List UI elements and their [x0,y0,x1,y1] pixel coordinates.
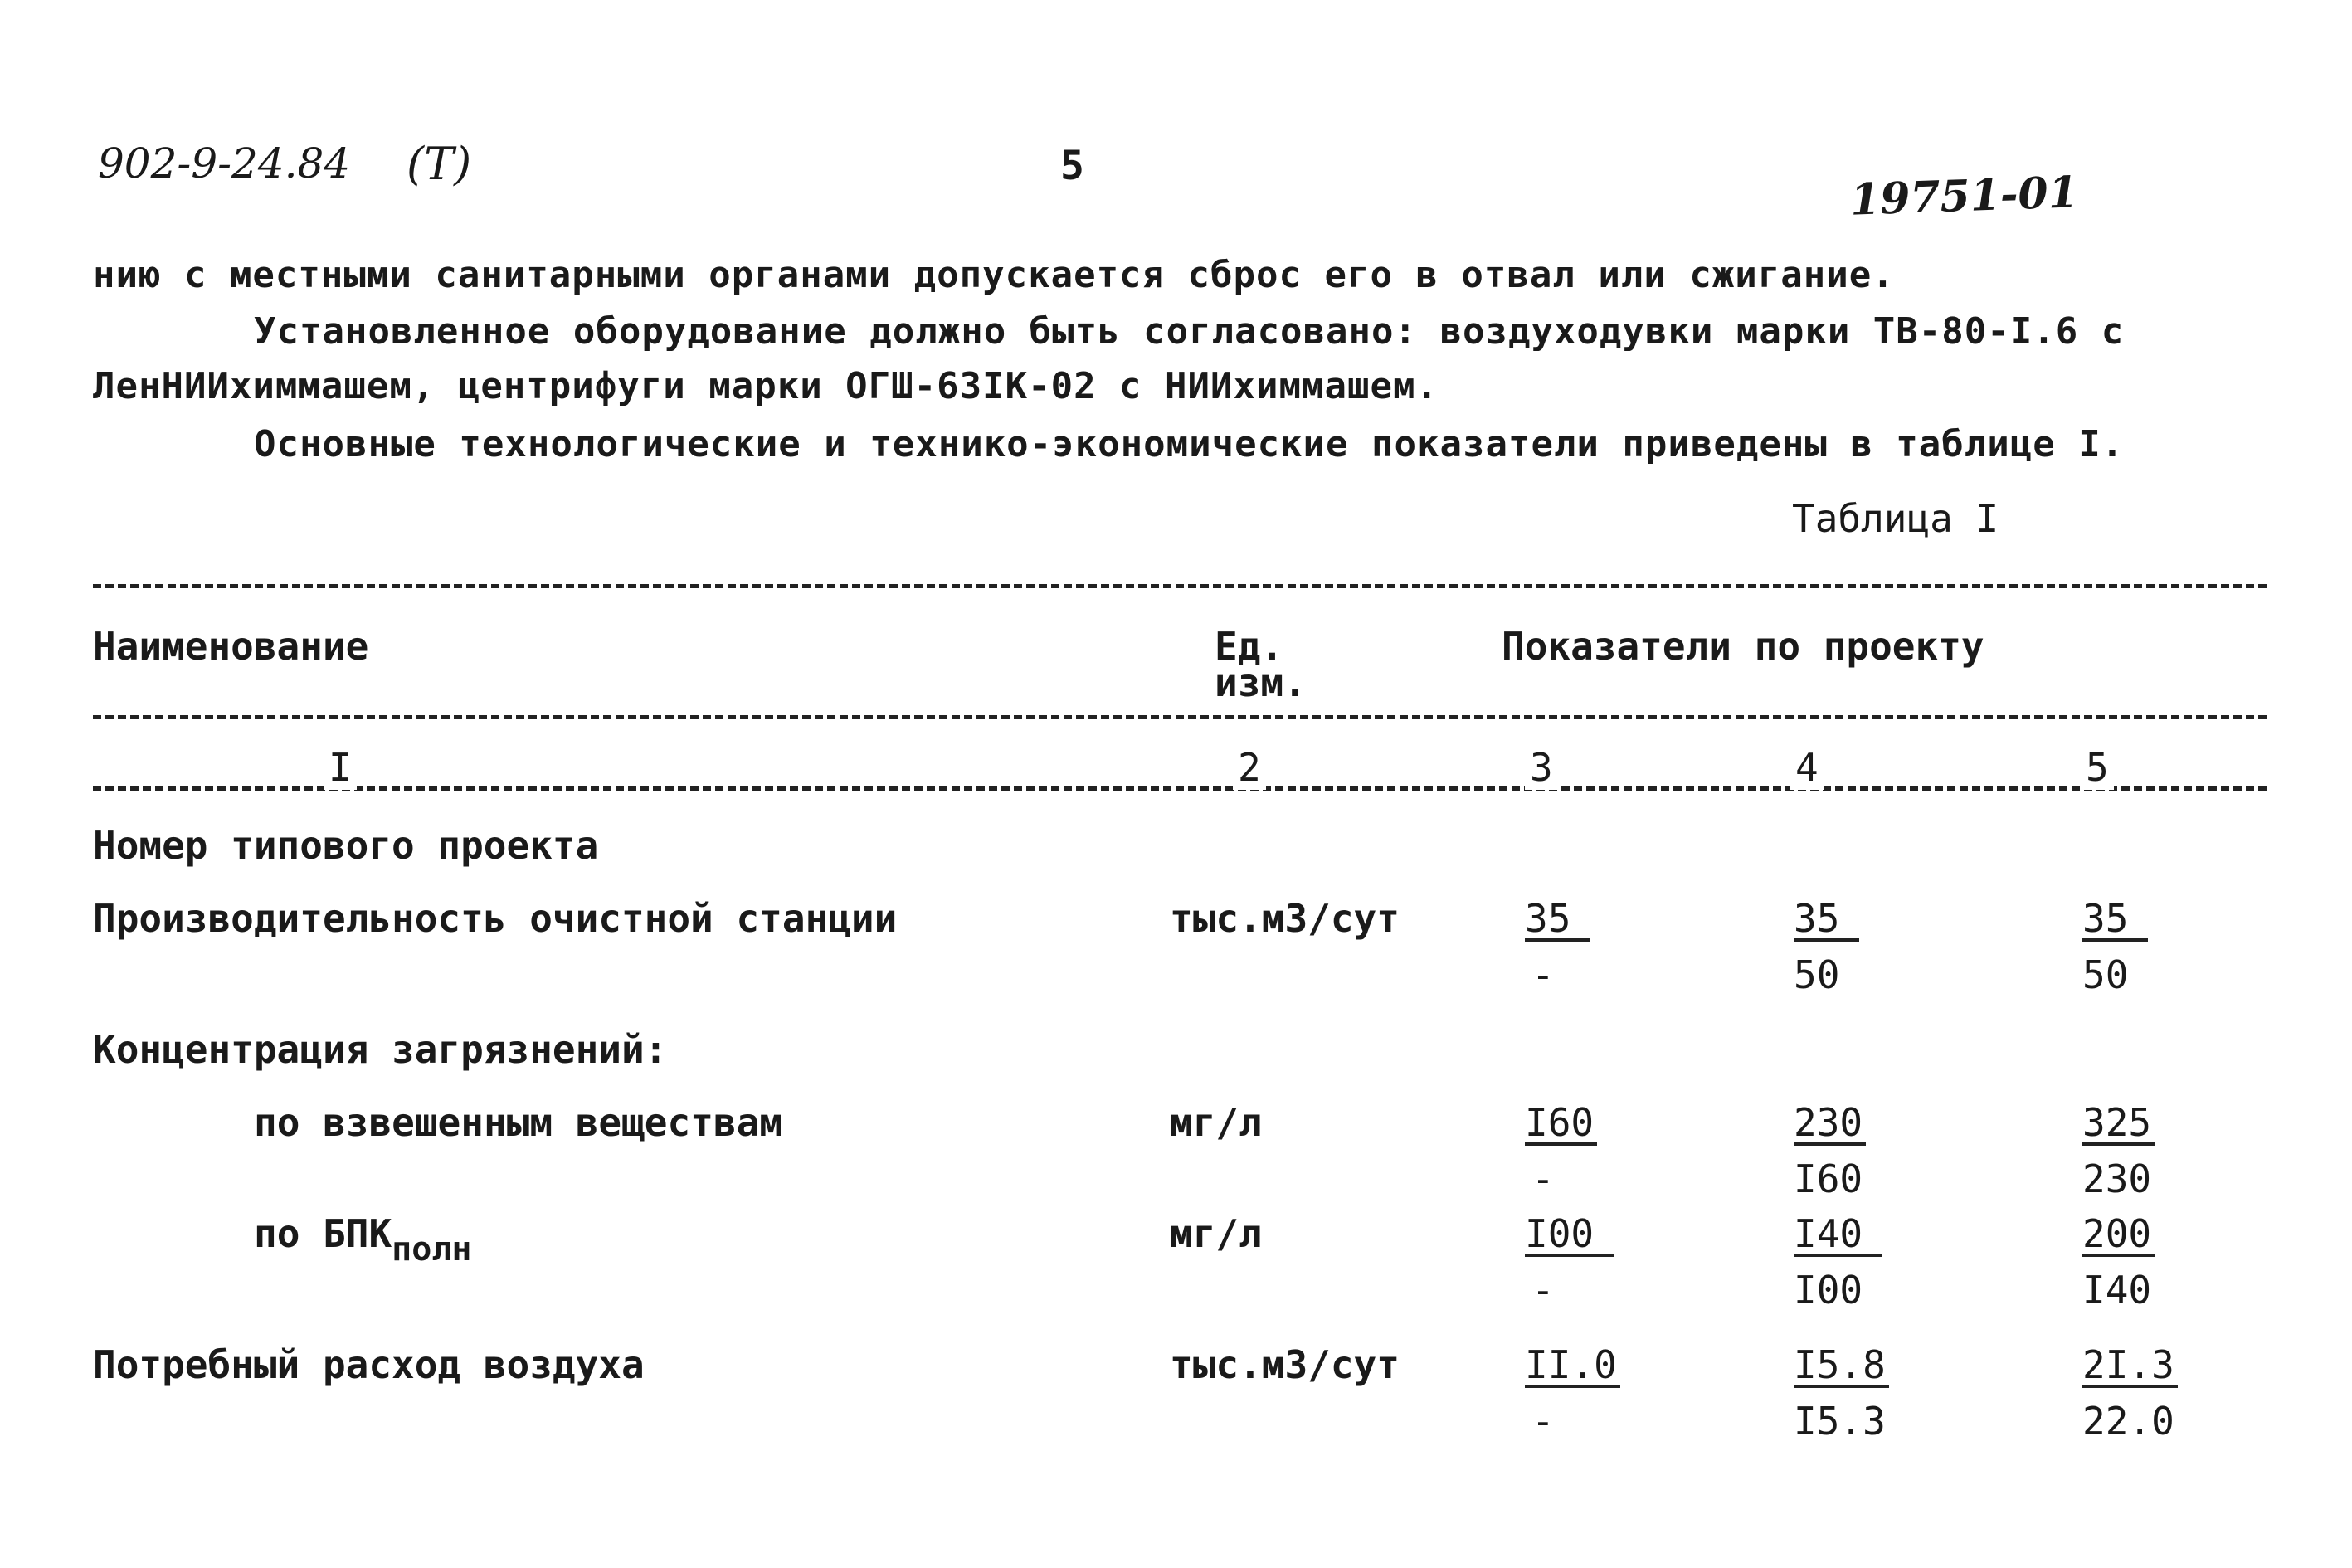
bod-col4-bottom: I00 [1794,1268,1863,1312]
row-unit-suspended: мг/л [1170,1100,1262,1145]
page-number: 5 [1060,143,1084,189]
row-unit-air: тыс.м3/сут [1170,1342,1400,1387]
suspended-col3-top: I60 [1525,1103,1597,1146]
air-col4-top: I5.8 [1794,1345,1889,1388]
suspended-col3-bottom: - [1531,1157,1555,1201]
header-unit-line1: Ед. [1215,624,1284,669]
column-number-1: I [324,745,357,790]
row-label-capacity: Производительность очистной станции [93,896,898,941]
capacity-col5-bottom: 50 [2082,952,2129,997]
inventory-number: 19751-01 [1849,167,2079,226]
suspended-col5-top: 325 [2082,1103,2155,1146]
document-code-suffix: (T) [407,138,472,190]
air-col5-bottom: 22.0 [2082,1399,2174,1444]
bod-col3-top: I00 [1525,1214,1614,1257]
row-label-air: Потребный расход воздуха [93,1342,645,1387]
table-rule-top [93,584,2267,588]
air-col3-bottom: - [1531,1399,1555,1444]
table-caption: Таблица I [1792,496,1999,541]
header-unit-line2: изм. [1215,660,1307,705]
bod-col4-top: I40 [1794,1214,1882,1257]
row-label-concentration: Концентрация загрязнений: [93,1027,668,1072]
row-label-bod: по БПКполн [254,1211,472,1269]
suspended-col4-top: 230 [1794,1103,1866,1146]
bod-col3-bottom: - [1531,1268,1555,1312]
column-number-5: 5 [2081,745,2114,790]
table-rule-header [93,715,2267,719]
capacity-col4-bottom: 50 [1794,952,1840,997]
paragraph-line-4: Основные технологические и технико-экономические показатели приведены в таблице I. [254,423,2125,465]
document-code: 902-9-24.84 [98,139,351,187]
air-col3-top: II.0 [1525,1345,1620,1388]
suspended-col4-bottom: I60 [1794,1157,1863,1201]
bod-col5-bottom: I40 [2082,1268,2152,1312]
capacity-col4-top: 35 [1794,898,1859,942]
paragraph-line-1: нию с местными санитарными органами допускается сброс его в отвал или сжигание. [93,254,1895,296]
paragraph-line-2: Установленное оборудование должно быть согласовано: воздуходувки марки ТВ-80-I.6 с [254,310,2125,353]
capacity-col3-top: 35 [1525,898,1590,942]
capacity-col3-bottom: - [1531,952,1555,997]
row-label-bod-subscript: полн [392,1230,472,1269]
column-number-3: 3 [1525,745,1558,790]
capacity-col5-top: 35 [2082,898,2148,942]
table-rule-numbers [93,786,2267,791]
column-number-4: 4 [1790,745,1824,790]
header-name: Наименование [93,624,369,669]
suspended-col5-bottom: 230 [2082,1157,2152,1201]
header-indicators: Показатели по проекту [1502,624,1984,669]
row-label-project-number: Номер типового проекта [93,823,599,868]
column-number-2: 2 [1233,745,1266,790]
bod-col5-top: 200 [2082,1214,2155,1257]
row-label-suspended: по взвешенным веществам [254,1100,782,1145]
paragraph-line-3: ЛенНИИхиммашем, центрифуги марки ОГШ-63IК-02 с НИИхиммашем. [93,365,1439,407]
air-col4-bottom: I5.3 [1794,1399,1886,1444]
row-unit-capacity: тыс.м3/сут [1170,896,1400,941]
air-col5-top: 2I.3 [2082,1345,2178,1388]
row-unit-bod: мг/л [1170,1211,1262,1256]
